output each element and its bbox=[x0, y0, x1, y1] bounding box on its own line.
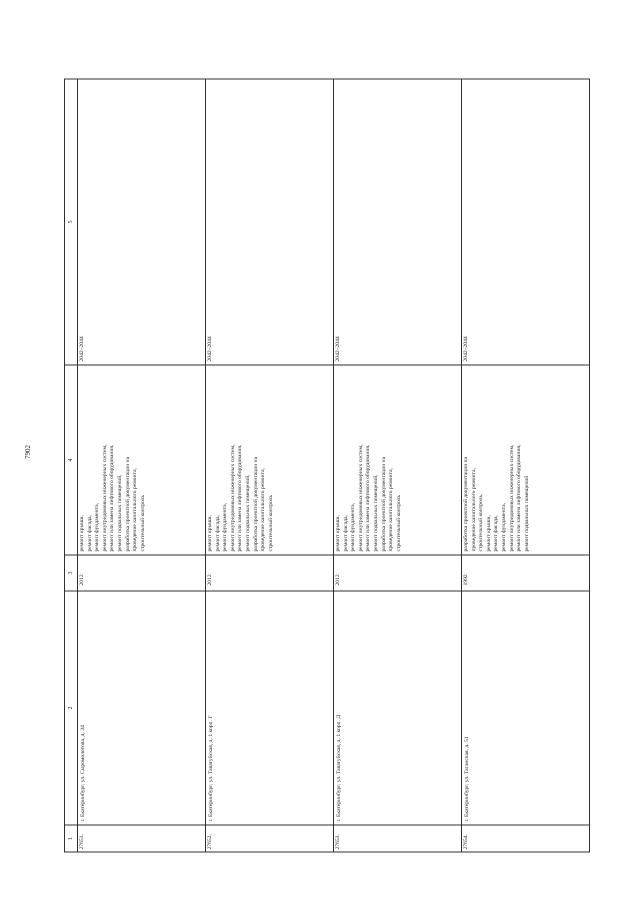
repair-work-item: ремонт внутридомовых инженерных систем, bbox=[508, 444, 515, 552]
capital-repair-table bbox=[64, 79, 590, 853]
table-row bbox=[206, 79, 334, 852]
repair-work-item: проведение капитального ремонта, bbox=[132, 468, 139, 552]
table-row bbox=[462, 79, 590, 852]
repair-works bbox=[206, 365, 334, 555]
repair-work-item: ремонт фасада, bbox=[214, 515, 221, 552]
planned-period: 2042–2044 bbox=[206, 79, 334, 365]
commission-year: 2012 bbox=[78, 555, 206, 591]
header-col-1: 1 bbox=[65, 825, 78, 852]
repair-works bbox=[334, 365, 462, 555]
repair-work-item: строительный контроль, bbox=[478, 493, 485, 552]
repair-work-item: ремонт подвальных помещений, bbox=[244, 474, 251, 552]
repair-work-item: разработка проектной документации на bbox=[252, 456, 259, 552]
row-number: 27653. bbox=[334, 825, 462, 852]
header-col-4: 4 bbox=[65, 365, 78, 555]
page-number: 7902 bbox=[24, 445, 32, 459]
repair-work-item: ремонт или замена лифтового оборудования, bbox=[237, 444, 244, 552]
repair-work-item: ремонт внутридомовых инженерных систем, bbox=[357, 444, 364, 552]
repair-work-item: ремонт фасада, bbox=[493, 515, 500, 552]
header-col-3: 3 bbox=[65, 555, 78, 591]
repair-work-item: ремонт крыши, bbox=[485, 515, 492, 552]
building-address: г. Екатеринбург, ул. Сыромолотова, д. 34 bbox=[78, 591, 206, 825]
commission-year: 2012 bbox=[206, 555, 334, 591]
repair-work-item: ремонт крыши, bbox=[335, 515, 341, 552]
repair-work-item: строительный контроль bbox=[267, 494, 274, 552]
planned-period: 2042–2044 bbox=[462, 79, 590, 365]
repair-work-item: ремонт фасада, bbox=[342, 515, 349, 552]
building-address: г. Екатеринбург, ул. Таганская, д. 51 bbox=[462, 591, 590, 825]
header-col-5: 5 bbox=[65, 79, 78, 365]
repair-work-item: ремонт подвальных помещений bbox=[523, 475, 530, 552]
repair-work-item: проведение капитального ремонта, bbox=[260, 468, 267, 552]
repair-works bbox=[462, 365, 590, 555]
building-address: г. Екатеринбург, ул. Таватуйская, д. 1 корп. Д bbox=[334, 591, 462, 825]
repair-work-item: ремонт крыши, bbox=[207, 515, 213, 552]
repair-work-item: ремонт фундамента, bbox=[94, 503, 101, 552]
repair-work-item: ремонт фундамента, bbox=[500, 503, 507, 552]
repair-work-item: строительный контроль bbox=[395, 494, 402, 552]
planned-period: 2042–2044 bbox=[334, 79, 462, 365]
repair-work-item: разработка проектной документации на bbox=[463, 456, 469, 552]
header-row bbox=[65, 79, 78, 852]
repair-work-item: строительный контроль bbox=[139, 494, 146, 552]
row-number: 27652. bbox=[206, 825, 334, 852]
table-row bbox=[334, 79, 462, 852]
rotated-table-container bbox=[64, 80, 576, 853]
repair-work-item: ремонт фундамента, bbox=[350, 503, 357, 552]
planned-period: 2042–2044 bbox=[78, 79, 206, 365]
commission-year: 1992 bbox=[462, 555, 590, 591]
repair-work-item: ремонт или замена лифтового оборудования, bbox=[516, 444, 523, 552]
repair-work-item: проведение капитального ремонта, bbox=[470, 468, 477, 552]
repair-work-item: ремонт фундамента, bbox=[222, 503, 229, 552]
repair-work-item: проведение капитального ремонта, bbox=[388, 468, 395, 552]
repair-work-item: ремонт или замена лифтового оборудования, bbox=[365, 444, 372, 552]
repair-work-item: ремонт подвальных помещений, bbox=[372, 474, 379, 552]
repair-work-item: ремонт внутридомовых инженерных систем, bbox=[229, 444, 236, 552]
table-row bbox=[78, 79, 206, 852]
repair-work-item: ремонт фасада, bbox=[86, 515, 93, 552]
building-address: г. Екатеринбург, ул. Таватуйская, д. 1 корп. Г bbox=[206, 591, 334, 825]
repair-work-item: ремонт или замена лифтового оборудования, bbox=[109, 444, 116, 552]
header-col-2: 2 bbox=[65, 591, 78, 825]
repair-work-item: ремонт крыши, bbox=[79, 515, 85, 552]
commission-year: 2012 bbox=[334, 555, 462, 591]
row-number: 27654. bbox=[462, 825, 590, 852]
repair-works bbox=[78, 365, 206, 555]
repair-work-item: ремонт подвальных помещений, bbox=[116, 474, 123, 552]
repair-work-item: ремонт внутридомовых инженерных систем, bbox=[101, 444, 108, 552]
repair-work-item: разработка проектной документации на bbox=[124, 456, 131, 552]
repair-work-item: разработка проектной документации на bbox=[380, 456, 387, 552]
row-number: 27651. bbox=[78, 825, 206, 852]
